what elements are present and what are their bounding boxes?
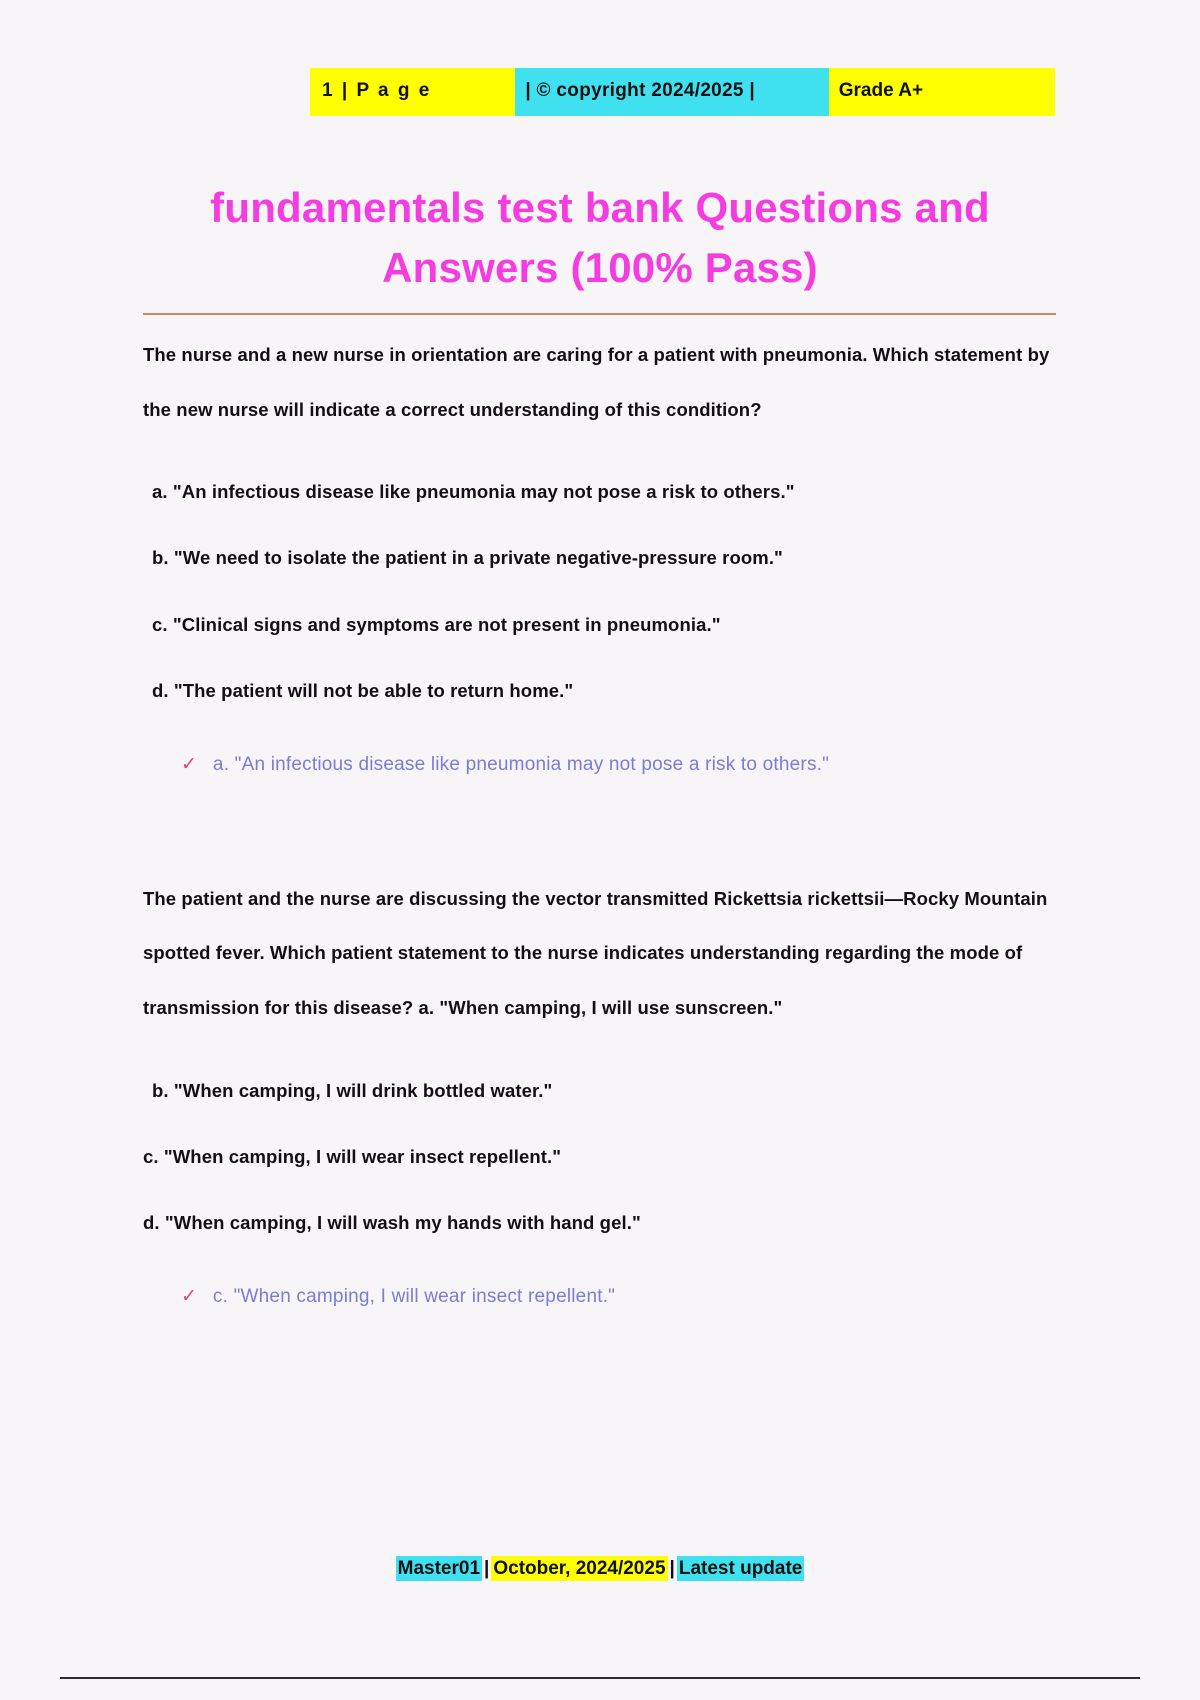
choice-option: b. "When camping, I will drink bottled water."	[152, 1079, 553, 1101]
page-header-banner	[310, 68, 1055, 116]
question-stem: The nurse and a new nurse in orientation are caring for a patient with pneumonia. Which statement by the new nurse will indicate a correct understanding of this condition?	[143, 344, 1050, 420]
question-stem: The patient and the nurse are discussing the vector transmitted Rickettsia rickettsii—Rocky Mountain spotted fever. Which patient statement to the nurse indicates understanding regarding the mode of transmission for this disease? a. "When camping, I will use sunscreen."	[143, 887, 1048, 1018]
footer-date: October, 2024/2025	[493, 1558, 666, 1579]
footer-sep: |	[484, 1558, 490, 1579]
choice-option: a. "An infectious disease like pneumonia may not pose a risk to others."	[152, 481, 795, 503]
footer-author: Master01	[397, 1558, 481, 1579]
bottom-divider	[60, 1677, 1140, 1679]
section-spacer	[143, 776, 1063, 872]
question-block	[143, 872, 1063, 1308]
header-page-number: 1 | P a g e	[310, 68, 515, 116]
check-icon: ✓	[181, 1286, 197, 1308]
page-title: fundamentals test bank Questions and Answers (100% Pass)	[210, 184, 990, 291]
choice-option: c. "Clinical signs and symptoms are not present in pneumonia."	[152, 613, 721, 635]
choice-option: d. "When camping, I will wash my hands with hand gel."	[143, 1211, 641, 1233]
check-icon: ✓	[181, 753, 197, 775]
header-copyright: | © copyright 2024/2025 |	[515, 68, 828, 116]
choice-option: c. "When camping, I will wear insect repellent."	[143, 1145, 562, 1167]
answer-row	[143, 754, 1063, 776]
title-divider	[143, 313, 1056, 315]
page-footer	[0, 1558, 1200, 1580]
answer-text: c. "When camping, I will wear insect repellent."	[212, 1286, 616, 1308]
footer-sep: |	[669, 1558, 675, 1579]
answer-row	[143, 1286, 1063, 1308]
header-grade: Grade A+	[829, 68, 1055, 116]
question-block	[143, 328, 1063, 776]
footer-update: Latest update	[678, 1558, 803, 1579]
choice-option: d. "The patient will not be able to return home."	[152, 679, 574, 701]
choice-option: b. "We need to isolate the patient in a private negative-pressure room."	[152, 547, 783, 569]
document-content	[143, 328, 1063, 1308]
answer-text: a. "An infectious disease like pneumonia may not pose a risk to others."	[212, 753, 830, 775]
